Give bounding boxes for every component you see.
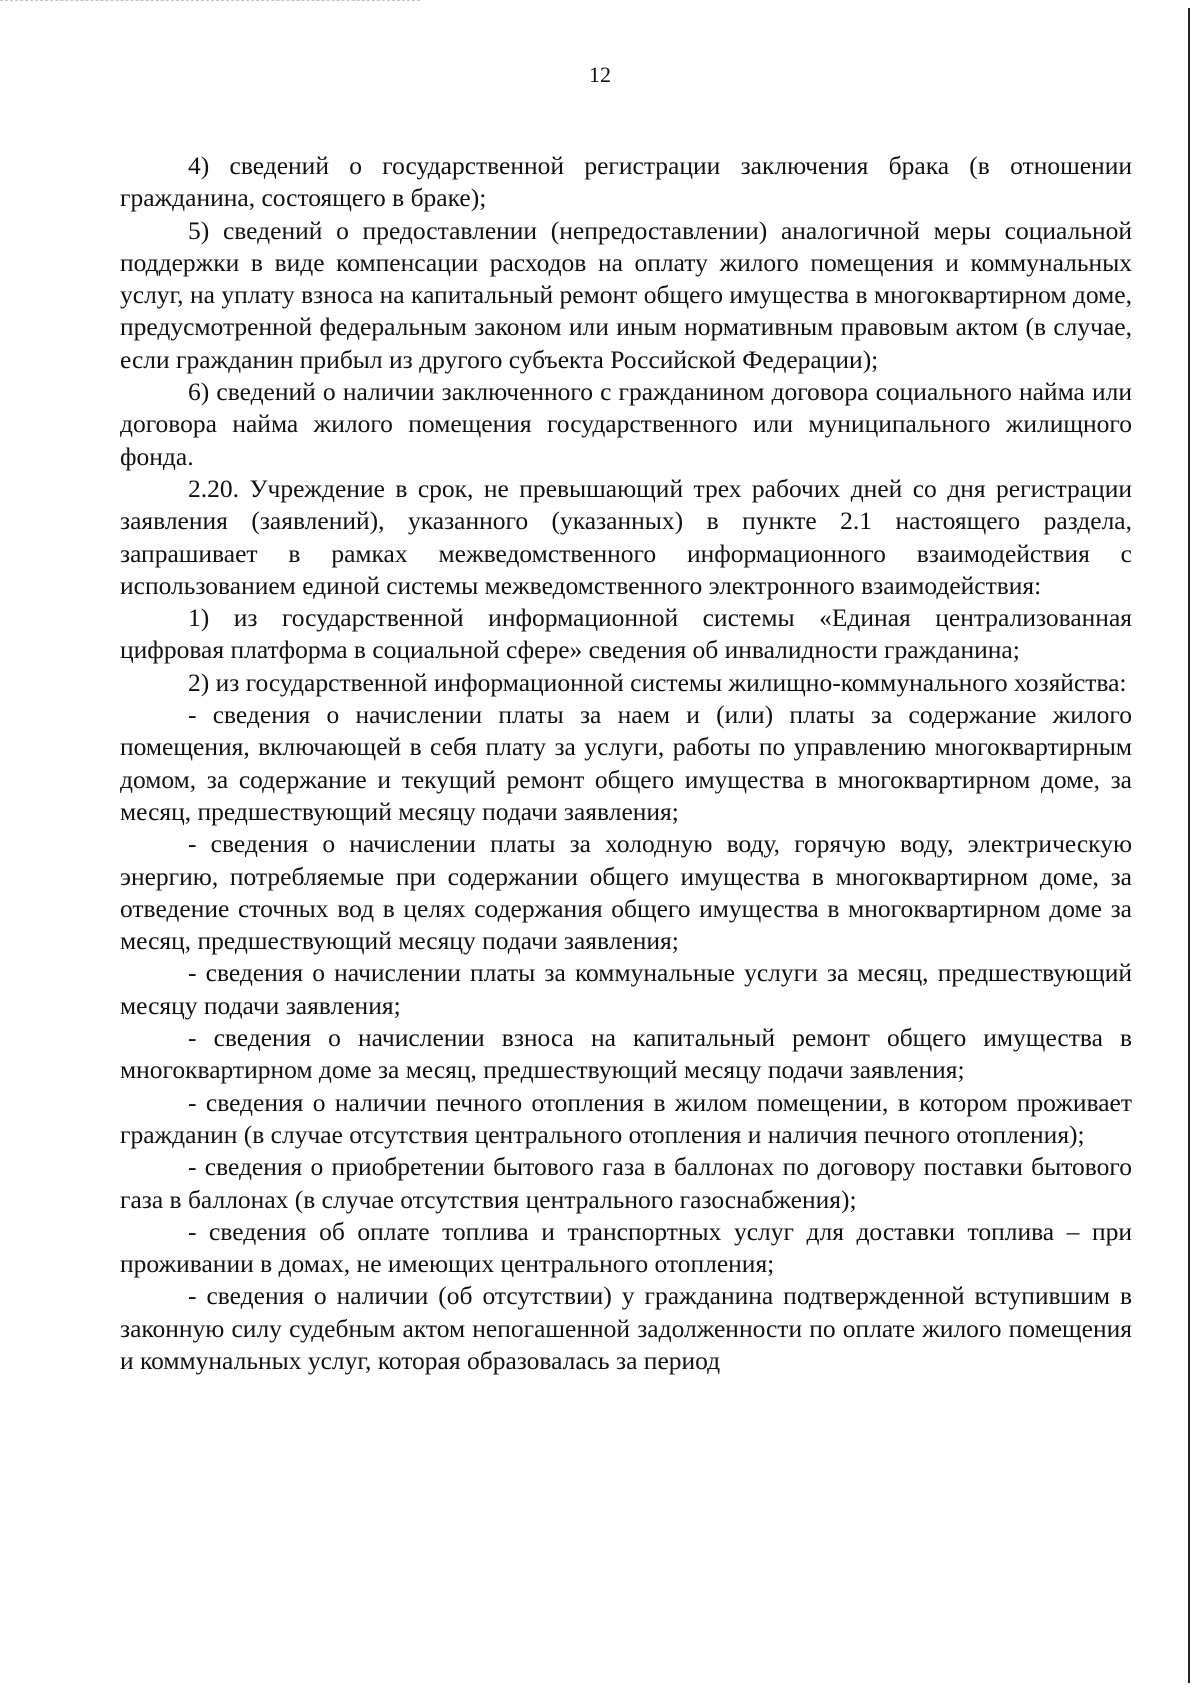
paragraph-source-1: 1) из государственной информационной системы «Единая централизованная цифровая платформа в социальной сфере» сведения об инвалидности гражданина; [120, 603, 1132, 665]
bullet-item: - сведения об оплате топлива и транспортных услуг для доставки топлива – при проживании в домах, не имеющих центрального отопления; [120, 1216, 1132, 1279]
page-number: 12 [589, 62, 611, 87]
document-body [120, 150, 1132, 1377]
bullet-item: - сведения о начислении взноса на капитальный ремонт общего имущества в многоквартирном доме за месяц, предшествующий месяцу подачи заявления; [120, 1023, 1132, 1085]
paragraph-source-2: 2) из государственной информационной системы жилищно-коммунального хозяйства: [188, 667, 1127, 697]
bullet-item: - сведения о начислении платы за коммунальные услуги за месяц, предшествующий месяцу подачи заявления; [120, 958, 1132, 1020]
paragraph-section-2-20: 2.20. Учреждение в срок, не превышающий трех рабочих дней со дня регистрации заявления (заявлений), указанного (указанных) в пункте 2.1 настоящего раздела, запрашивает в рамках межведомственного информационного взаимодействия с использованием единой системы межведомственного электронного взаимодействия: [120, 473, 1132, 600]
bullet-item: - сведения о начислении платы за наем и (или) платы за содержание жилого помещения, включающей в себя плату за услуги, работы по управлению многоквартирным домом, за содержание и текущий ремонт общего имущества в многоквартирном доме, за месяц, предшествующий месяцу подачи заявления; [120, 700, 1132, 826]
bullet-item: - сведения о наличии (об отсутствии) у гражданина подтвержденной вступившим в законную силу судебным актом непогашенной задолженности по оплате жилого помещения и коммунальных услуг, которая образовалась за период [120, 1281, 1132, 1375]
paragraph-item-6: 6) сведений о наличии заключенного с гражданином договора социального найма или договора найма жилого помещения государственного или муниципального жилищного фонда. [120, 377, 1132, 471]
bullet-item: - сведения о начислении платы за холодную воду, горячую воду, электрическую энергию, потребляемые при содержании общего имущества в многоквартирном доме, за отведение сточных вод в целях содержания общего имущества в многоквартирном доме за месяц, предшествующий месяцу подачи заявления; [120, 829, 1132, 956]
paragraph-item-5: 5) сведений о предоставлении (непредоставлении) аналогичной меры социальной поддержки в виде компенсации расходов на оплату жилого помещения и коммунальных услуг, на уплату взноса на капитальный ремонт общего имущества в многоквартирном доме, предусмотренной федеральным законом или иным нормативным правовым актом (в случае, если гражданин прибыл из другого субъекта Российской Федерации); [120, 215, 1132, 374]
bullet-item: - сведения о наличии печного отопления в жилом помещении, в котором проживает гражданин (в случае отсутствия центрального отопления и наличия печного отопления); [120, 1087, 1132, 1149]
paragraph-item-4: 4) сведений о государственной регистрации заключения брака (в отношении гражданина, состоящего в браке); [120, 151, 1132, 213]
scan-artifact-top [0, 0, 420, 3]
bullet-item: - сведения о приобретении бытового газа в баллонах по договору поставки бытового газа в баллонах (в случае отсутствия центрального газоснабжения); [120, 1152, 1132, 1214]
scan-artifact-right-edge [1188, 8, 1190, 1683]
